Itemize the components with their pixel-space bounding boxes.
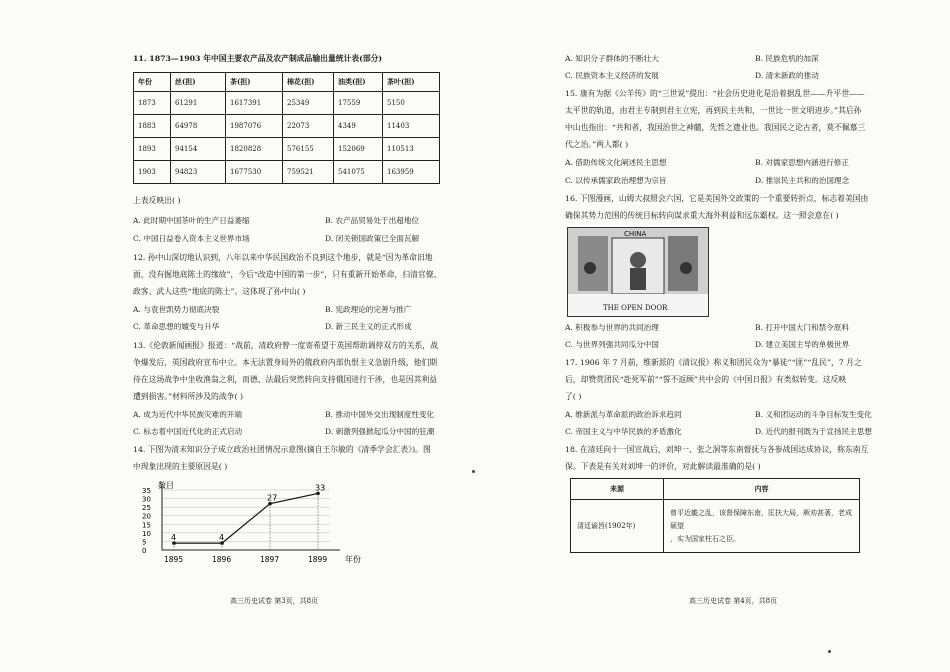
data-label: 33 [315, 483, 326, 493]
q17-option-d[interactable]: D. 近代的报刊既为于宣扬民主思想 [755, 427, 872, 436]
table-cell [664, 500, 860, 553]
q17-option-c[interactable]: C. 帝国主义与中华民族的矛盾激化 [565, 427, 682, 436]
table-row [571, 500, 860, 553]
q16-option-c[interactable]: C. 与世界列强共同瓜分中国 [565, 340, 659, 349]
q17-line-2: 后，却赞赏团民“赴死军前”“誓不返顾”共中会的《中国日报》有类似转变。这反映 [565, 375, 847, 384]
table-cell: 1883 [134, 115, 171, 138]
table-cell: 1893 [134, 138, 171, 161]
q12-line-2: 面，没有掘地底陈土的缘故”，今后“改造中国的第一步”，只有重新开始革命，扫清官僚、 [133, 270, 442, 279]
col-header: 内容 [664, 479, 860, 500]
q13-option-b[interactable]: B. 推动中国外交出现制度性变化 [325, 410, 435, 419]
q11-table [133, 72, 440, 184]
table-row [134, 161, 440, 184]
q17-option-a[interactable]: A. 维新派与革命派的政治诉求趋同 [565, 410, 682, 419]
q17-line-1: 17. 1906 年 7 月前，维新派的《清议报》称义和团民众为“暴徒”“匪”“乱民”，7 月之 [565, 358, 862, 367]
x-axis-label: 年份 [345, 555, 361, 564]
y-tick-label: 20 [142, 512, 151, 521]
q13-line-1: 13.《伦敦新闻画报》报道：“战前，清政府曾一度寄希望于英国帮助调停双方的关系，战 [133, 341, 438, 350]
q16-option-b[interactable]: B. 打开中国大门和禁令原料 [755, 323, 849, 332]
q18-table [570, 478, 860, 553]
scan-artifact [472, 470, 475, 473]
q15-line-4: 代之治。”两人都( ) [565, 140, 629, 149]
q14-option-b[interactable]: B. 民族危机的加深 [755, 54, 819, 63]
table-cell: 110513 [383, 138, 440, 161]
y-tick-label: 15 [142, 521, 151, 530]
q11-option-b[interactable]: B. 农产品贸易处于出超地位 [325, 216, 419, 225]
q16-option-a[interactable]: A. 积极参与世界的共同治理 [565, 323, 659, 332]
y-tick-label: 30 [142, 495, 151, 504]
q17-option-b[interactable]: B. 义和团运动的斗争目标发生变化 [755, 410, 872, 419]
table-cell: 清廷谕旨(1902年) [571, 500, 664, 553]
col-header: 油类(担) [334, 73, 383, 92]
q17-line-3: 了( ) [565, 392, 582, 401]
data-label: 4 [219, 533, 225, 543]
q18-line-1: 18. 在清廷向十一国宣战后，刘坤一、张之洞等东南督抚与各参战国达成协议，称东南互 [565, 445, 869, 454]
q12-line-1: 12. 孙中山深切地认识到，八年以来中华民国政治不良到这个地步，就是“因为革命旧地 [133, 253, 433, 262]
col-header: 丝(担) [171, 73, 226, 92]
y-tick-label: 35 [142, 487, 151, 495]
q12-option-a[interactable]: A. 与袁世凯势力彻底决裂 [133, 305, 220, 314]
q16-line-2: 确保其势力范围的传统目标转向谋求重大海外利益和远东霸权。这一照会意在( ) [565, 211, 839, 220]
y-tick-label: 10 [142, 529, 151, 538]
footer-right: 高三历史试卷 第4页，共8页 [689, 597, 778, 605]
x-tick-label: 1897 [260, 555, 280, 564]
open-door-cartoon [567, 227, 709, 317]
data-label: 27 [267, 493, 278, 503]
table-cell: 17559 [334, 92, 383, 115]
table-cell: 4349 [334, 115, 383, 138]
series-line [174, 493, 318, 543]
table-cell: 1820828 [226, 138, 283, 161]
table-cell: 152069 [334, 138, 383, 161]
cartoon-label: CHINA [624, 230, 647, 238]
q13-option-c[interactable]: C. 标志着中国近代化的正式启动 [133, 427, 243, 436]
q15-line-3: 中山也指出：“共和者，我国治世之神髓，先哲之遗业也。我国民之论古者，莫不佩慕三 [565, 123, 866, 132]
table-cell: 1987076 [226, 115, 283, 138]
table-cell: 94823 [171, 161, 226, 184]
q14-line-2: 中现象出现的主要原因是( ) [133, 462, 228, 471]
scan-artifact [828, 650, 831, 653]
table-cell: 64978 [171, 115, 226, 138]
col-header: 棉花(担) [283, 73, 334, 92]
table-cell: 5150 [383, 92, 440, 115]
table-cell: 163959 [383, 161, 440, 184]
x-tick-label: 1896 [212, 555, 232, 564]
q13-option-a[interactable]: A. 成为近代中华民族灾难的开端 [133, 410, 243, 419]
q14-line-chart [140, 478, 380, 570]
table-header-row [571, 479, 860, 500]
table-cell: 541075 [334, 161, 383, 184]
table-cell: 25349 [283, 92, 334, 115]
q15-option-d[interactable]: D. 推崇民主共和的治国理念 [755, 176, 850, 185]
col-header: 年份 [134, 73, 171, 92]
q15-line-1: 15. 康有为据《公羊传》的“三世说”提出：“社会历史进化是沿着据乱世——升平世—— [565, 89, 865, 98]
q11-stem: 上表反映出( ) [133, 196, 181, 205]
q16-line-1: 16. 下图漫画，山姆大叔照会六国，它是美国外交政策的一个重要转折点，标志着美国由 [565, 194, 869, 203]
q16-option-d[interactable]: D. 建立美国主导的单极世界 [755, 340, 850, 349]
cartoon-drawing [568, 228, 708, 316]
x-tick-label: 1895 [164, 555, 184, 564]
footer-left: 高三历史试卷 第3页，共8页 [230, 597, 319, 605]
q15-option-c[interactable]: C. 以传承儒家政治理想为宗旨 [565, 176, 667, 185]
q11-option-a[interactable]: A. 此时期中国茶叶的生产日益萎缩 [133, 216, 250, 225]
q18-line-2: 保。下表是有关对刘坤一的评价，对此解读最准确的是( ) [565, 462, 761, 471]
table-cell: 61291 [171, 92, 226, 115]
table-cell: 576155 [283, 138, 334, 161]
table-cell-line: 曾平近畿之乱，该督保障东南，匡扶大局，厥劝甚著，老成硕望 [670, 508, 852, 530]
q12-option-c[interactable]: C. 革命思想的嬗变与升华 [133, 322, 220, 331]
q11-title: 11. 1873—1903 年中国主要农产品及农产制成品输出量统计表(部分) [133, 54, 383, 63]
table-cell: 759521 [283, 161, 334, 184]
table-row [134, 138, 440, 161]
table-cell: 94154 [171, 138, 226, 161]
y-tick-label: 5 [142, 538, 147, 547]
table-cell: 1677530 [226, 161, 283, 184]
x-tick-label: 1899 [308, 555, 328, 564]
table-header-row [134, 73, 440, 92]
table-row [134, 115, 440, 138]
q11-option-c[interactable]: C. 中国日益卷入资本主义世界市场 [133, 234, 250, 243]
col-header: 来源 [571, 479, 664, 500]
table-row [134, 92, 440, 115]
q14-option-c[interactable]: C. 民族资本主义经济的发展 [565, 71, 659, 80]
q15-option-b[interactable]: B. 对儒家思想内涵进行修正 [755, 158, 849, 167]
table-cell: 1617391 [226, 92, 283, 115]
y-tick-label: 0 [142, 547, 147, 555]
q13-option-d[interactable]: D. 刺激列强掀起瓜分中国的狂潮 [325, 427, 435, 436]
q12-line-3: 政客、武人这些“地底的陈土”。这体现了孙中山( ) [133, 287, 306, 296]
q14-option-a[interactable]: A. 知识分子群体的不断壮大 [565, 54, 659, 63]
q12-option-d[interactable]: D. 新三民主义的正式形成 [325, 322, 412, 331]
q13-line-2: 争爆发后，英国政府宣布中立。本无法置身局外的俄政府内部仇恨主义急剧升级，他们期 [133, 358, 438, 367]
right-page [475, 0, 950, 672]
table-cell: 1903 [134, 161, 171, 184]
col-header: 茶(担) [226, 73, 283, 92]
q13-line-4: 遭到损害。”材料所涉及的战争( ) [133, 392, 244, 401]
table-cell: 22073 [283, 115, 334, 138]
table-cell: 1873 [134, 92, 171, 115]
table-cell-line: ，实为国家柱石之臣。 [670, 534, 740, 543]
q12-option-b[interactable]: B. 宪政理论的完善与推广 [325, 305, 412, 314]
q15-line-2: 太平世的轨道，由君主专制到君主立宪，再到民主共和，一世比一世文明进步。”其后孙 [565, 106, 862, 115]
cartoon-caption: THE OPEN DOOR [603, 304, 668, 312]
q11-option-d[interactable]: D. 闭关锁国政策已全面瓦解 [325, 234, 420, 243]
y-tick-label: 25 [142, 504, 151, 513]
col-header: 茶叶(担) [383, 73, 440, 92]
table-cell: 11403 [383, 115, 440, 138]
q14-option-d[interactable]: D. 清末新政的推动 [755, 71, 819, 80]
q14-line-1: 14. 下图为清末知识分子成立政治社团情况示意图(摘自王尔敏的《清季学会汇表》)。图 [133, 445, 431, 454]
q15-option-a[interactable]: A. 借助传统文化阐述民主思想 [565, 158, 667, 167]
y-axis-label: 数目 [158, 481, 174, 490]
data-label: 4 [171, 533, 177, 543]
q13-line-3: 待在这场战争中坐收渔翁之利，而德、法最后突然转向支持俄国进行干涉，也是因其利益 [133, 375, 438, 384]
